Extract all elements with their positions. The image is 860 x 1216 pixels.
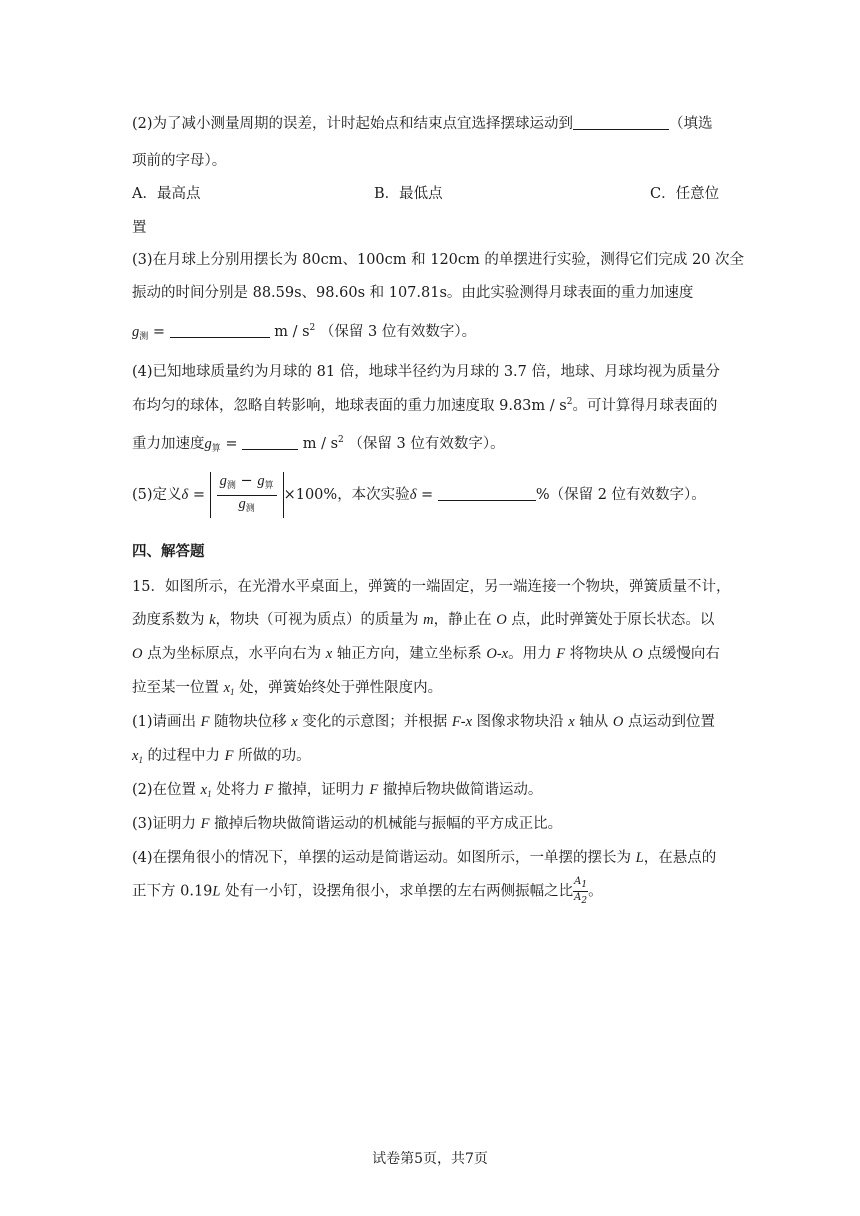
answer-blank[interactable]: [242, 435, 298, 450]
q2-option-c-cont: 置: [132, 220, 147, 236]
q2-option-b: B．最低点: [374, 186, 443, 202]
q5-line: (5)定义δ = $\frac{g_测 - g_算}{g_测}$ ×100%，本次实验δ = %（保留 2 位有效数字）。: [132, 472, 706, 518]
q3-line3: $g_测 = m / s^2$ （保留 3 位有效数字）。: [132, 323, 477, 342]
page-footer: 试卷第5页，共7页: [372, 1151, 488, 1167]
q2-line2: 项前的字母）。: [132, 153, 227, 169]
p15-line3: O 点为坐标原点，水平向右为 x 轴正方向，建立坐标系 O-x。用力 F 将物块从 O 点缓慢向右: [132, 646, 720, 662]
amplitude-ratio: $\frac{A1}{A2}$: [574, 876, 588, 906]
answer-blank[interactable]: [438, 486, 536, 501]
p15-line1: 15．如图所示，在光滑水平桌面上，弹簧的一端固定，另一端连接一个物块，弹簧质量不计，: [132, 579, 731, 595]
p15-sub1-line1: (1)请画出 F 随物块位移 x 变化的示意图；并根据 F-x 图像求物块沿 x 轴从 O 点运动到位置: [132, 714, 715, 730]
q3-line1: (3)在月球上分别用摆长为 80cm、100cm 和 120cm 的单摆进行实验，测得它们完成 20 次全: [132, 252, 745, 268]
q4-line1: (4)已知地球质量约为月球的 81 倍，地球半径约为月球的 3.7 倍，地球、月球均视为质量分: [132, 364, 720, 380]
formula-fraction: $\frac{g_测 - g_算}{g_测}$: [217, 475, 277, 516]
answer-blank[interactable]: [170, 323, 270, 338]
p15-line2: 劲度系数为 k，物块（可视为质点）的质量为 m，静止在 O 点，此时弹簧处于原长状态。以: [132, 612, 715, 628]
p15-sub2: (2)在位置 $x_1$ 处将力 F 撤掉，证明力 F 撤掉后物块做简谐运动。: [132, 782, 543, 799]
formula-abs: [210, 472, 284, 518]
q2-option-c: C．任意位: [650, 186, 720, 202]
answer-blank[interactable]: [573, 115, 669, 130]
q2-option-a: A．最高点: [132, 186, 201, 202]
section-heading: 四、解答题: [132, 543, 205, 560]
q3-line2: 振动的时间分别是 88.59s、98.60s 和 107.81s。由此实验测得月球表面的重力加速度: [132, 285, 694, 301]
p15-sub3: (3)证明力 F 撤掉后物块做简谐运动的机械能与振幅的平方成正比。: [132, 816, 563, 832]
p15-sub1-line2: $x_1$ 的过程中力 F 所做的功。: [132, 748, 311, 765]
q4-line3: 重力加速度$g_算 = m / s^2$ （保留 3 位有效数字）。: [132, 435, 505, 454]
q4-line2: 布均匀的球体，忽略自转影响，地球表面的重力加速度取 $9.83m / s^2$。可计算得月球表面的: [132, 397, 718, 414]
p15-line4: 拉至某一位置 $x_1$ 处，弹簧始终处于弹性限度内。: [132, 680, 443, 697]
q2-line1: (2)为了减小测量周期的误差，计时起始点和结束点宜选择摆球运动到 （填选: [132, 116, 713, 132]
p15-sub4-line2: 正下方 0.19L 处有一小钉，设摆角很小，求单摆的左右两侧振幅之比 $\frac{A1}{A2}$ 。: [132, 876, 603, 906]
p15-sub4-line1: (4)在摆角很小的情况下，单摆的运动是简谐运动。如图所示，一单摆的摆长为 L，在悬点的: [132, 850, 717, 866]
